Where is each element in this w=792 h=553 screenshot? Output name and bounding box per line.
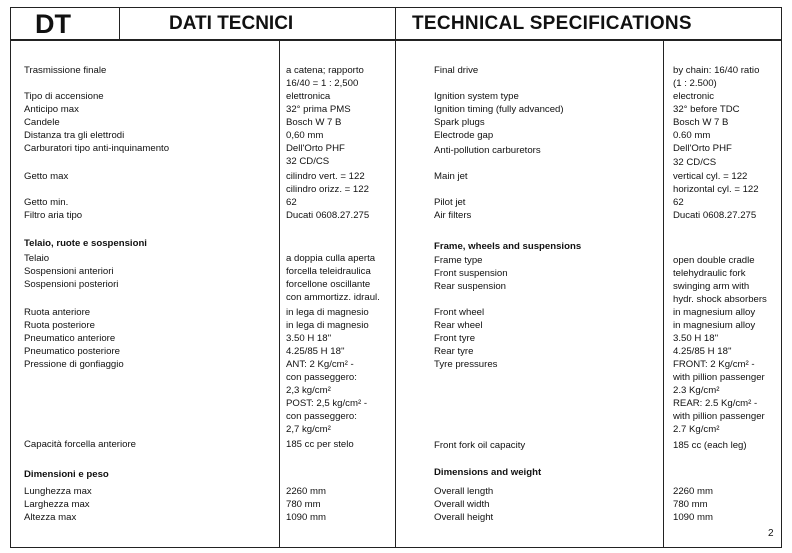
en-label-rear-wheel: Rear wheel xyxy=(434,320,483,331)
en-label-tyre-pressures: Tyre pressures xyxy=(434,359,498,370)
en-value: Bosch W 7 B xyxy=(673,117,729,128)
it-value: POST: 2,5 kg/cm² - xyxy=(286,398,368,409)
it-label-main-jet: Getto max xyxy=(24,171,69,182)
it-value: 32° prima PMS xyxy=(286,104,351,115)
en-value: in magnesium alloy xyxy=(673,320,756,331)
it-value: 2,7 kg/cm² xyxy=(286,424,331,435)
column-divider-center xyxy=(395,40,396,548)
en-value: (1 : 2.500) xyxy=(673,78,717,89)
model-code: DT xyxy=(35,9,71,39)
en-section-dimensions: Dimensions and weight xyxy=(434,467,542,478)
it-value: a catena; rapporto xyxy=(286,65,364,76)
en-label-rear-tyre: Rear tyre xyxy=(434,346,474,357)
it-value: 780 mm xyxy=(286,499,321,510)
it-value: con passeggero: xyxy=(286,411,357,422)
en-value: hydr. shock absorbers xyxy=(673,294,767,305)
it-label-ignition-advance: Anticipo max xyxy=(24,104,79,115)
it-value: 185 cc per stelo xyxy=(286,439,354,450)
column-divider-it xyxy=(279,40,280,548)
en-value: horizontal cyl. = 122 xyxy=(673,184,759,195)
en-label-width: Overall width xyxy=(434,499,490,510)
en-label-front-tyre: Front tyre xyxy=(434,333,476,344)
it-label-rear-suspension: Sospensioni posteriori xyxy=(24,279,119,290)
en-label-carburetors: Anti-pollution carburetors xyxy=(434,145,541,156)
it-label-length: Lunghezza max xyxy=(24,486,92,497)
en-label-air-filters: Air filters xyxy=(434,210,472,221)
it-label-front-wheel: Ruota anteriore xyxy=(24,307,91,318)
it-label-spark-plugs: Candele xyxy=(24,117,60,128)
en-value: Dell'Orto PHF xyxy=(673,143,732,154)
it-section-frame: Telaio, ruote e sospensioni xyxy=(24,238,147,249)
it-value: forcella teleidraulica xyxy=(286,266,371,277)
en-value: Ducati 0608.27.275 xyxy=(673,210,757,221)
en-value: 2.3 Kg/cm² xyxy=(673,385,720,396)
en-value: FRONT: 2 Kg/cm² - xyxy=(673,359,755,370)
it-value: con ammortizz. idraul. xyxy=(286,292,380,303)
it-value: Dell'Orto PHF xyxy=(286,143,345,154)
it-label-carburetors: Carburatori tipo anti-inquinamento xyxy=(24,143,170,154)
it-value: Bosch W 7 B xyxy=(286,117,342,128)
it-value: forcellone oscillante xyxy=(286,279,371,290)
it-label-air-filter: Filtro aria tipo xyxy=(24,210,83,221)
en-value: electronic xyxy=(673,91,715,102)
it-value: in lega di magnesio xyxy=(286,320,369,331)
en-section-frame: Frame, wheels and suspensions xyxy=(434,241,582,252)
en-value: telehydraulic fork xyxy=(673,268,746,279)
en-value: with pillion passenger xyxy=(673,372,765,383)
en-label-final-drive: Final drive xyxy=(434,65,479,76)
title-italian: DATI TECNICI xyxy=(169,13,294,34)
it-value: 2,3 kg/cm² xyxy=(286,385,331,396)
en-label-frame-type: Frame type xyxy=(434,255,483,266)
it-value: cilindro vert. = 122 xyxy=(286,171,365,182)
it-value: ANT: 2 Kg/cm² - xyxy=(286,359,354,370)
en-value: in magnesium alloy xyxy=(673,307,756,318)
it-value: Ducati 0608.27.275 xyxy=(286,210,370,221)
en-value: vertical cyl. = 122 xyxy=(673,171,748,182)
en-value: 32° before TDC xyxy=(673,104,740,115)
it-value: 0,60 mm xyxy=(286,130,324,141)
title-english: TECHNICAL SPECIFICATIONS xyxy=(412,13,692,34)
it-label-tyre-pressure: Pressione di gonfiaggio xyxy=(24,359,124,370)
it-label-pilot-jet: Getto min. xyxy=(24,197,69,208)
page-number: 2 xyxy=(768,528,774,539)
en-label-main-jet: Main jet xyxy=(434,171,468,182)
it-label-frame: Telaio xyxy=(24,253,50,264)
it-value: 1090 mm xyxy=(286,512,326,523)
en-label-ignition-advance: Ignition timing (fully advanced) xyxy=(434,104,564,115)
en-value: 780 mm xyxy=(673,499,708,510)
en-value: 3.50 H 18'' xyxy=(673,333,719,344)
en-value: swinging arm with xyxy=(673,281,750,292)
it-value: 62 xyxy=(286,197,297,208)
en-value: open double cradle xyxy=(673,255,755,266)
en-value: 32 CD/CS xyxy=(673,157,717,168)
it-label-final-drive: Trasmissione finale xyxy=(24,65,107,76)
it-value: con passeggero: xyxy=(286,372,357,383)
en-value: 2.7 Kg/cm² xyxy=(673,424,720,435)
it-value: elettronica xyxy=(286,91,331,102)
column-divider-en xyxy=(663,40,664,548)
en-value: 1090 mm xyxy=(673,512,713,523)
it-label-width: Larghezza max xyxy=(24,499,90,510)
en-label-spark-plugs: Spark plugs xyxy=(434,117,485,128)
it-value: 16/40 = 1 : 2,500 xyxy=(286,78,359,89)
en-label-fork-capacity: Front fork oil capacity xyxy=(434,440,526,451)
en-label-electrode-gap: Electrode gap xyxy=(434,130,494,141)
en-label-pilot-jet: Pilot jet xyxy=(434,197,466,208)
it-value: a doppia culla aperta xyxy=(286,253,376,264)
it-value: cilindro orizz. = 122 xyxy=(286,184,369,195)
it-label-ignition-type: Tipo di accensione xyxy=(24,91,104,102)
en-value: 4.25/85 H 18'' xyxy=(673,346,732,357)
it-section-dimensions: Dimensioni e peso xyxy=(24,469,109,480)
it-value: in lega di magnesio xyxy=(286,307,369,318)
en-value: 185 cc (each leg) xyxy=(673,440,747,451)
it-label-front-tyre: Pneumatico anteriore xyxy=(24,333,116,344)
it-label-electrode-gap: Distanza tra gli elettrodi xyxy=(24,130,125,141)
it-value: 2260 mm xyxy=(286,486,326,497)
en-value: 0.60 mm xyxy=(673,130,711,141)
en-label-front-suspension: Front suspension xyxy=(434,268,508,279)
it-label-front-suspension: Sospensioni anteriori xyxy=(24,266,114,277)
it-value: 3.50 H 18'' xyxy=(286,333,332,344)
en-label-ignition-type: Ignition system type xyxy=(434,91,519,102)
en-value: with pillion passenger xyxy=(673,411,765,422)
header-divider xyxy=(395,7,396,40)
en-label-front-wheel: Front wheel xyxy=(434,307,485,318)
en-value: REAR: 2.5 Kg/cm² - xyxy=(673,398,758,409)
spec-table-frame xyxy=(10,40,782,548)
it-label-fork-capacity: Capacità forcella anteriore xyxy=(24,439,136,450)
it-label-rear-wheel: Ruota posteriore xyxy=(24,320,95,331)
it-label-height: Altezza max xyxy=(24,512,77,523)
en-label-length: Overall length xyxy=(434,486,494,497)
it-value: 32 CD/CS xyxy=(286,156,330,167)
en-value: by chain: 16/40 ratio xyxy=(673,65,760,76)
en-value: 62 xyxy=(673,197,684,208)
en-value: 2260 mm xyxy=(673,486,713,497)
en-label-height: Overall height xyxy=(434,512,494,523)
en-label-rear-suspension: Rear suspension xyxy=(434,281,506,292)
it-value: 4.25/85 H 18'' xyxy=(286,346,345,357)
it-label-rear-tyre: Pneumatico posteriore xyxy=(24,346,120,357)
